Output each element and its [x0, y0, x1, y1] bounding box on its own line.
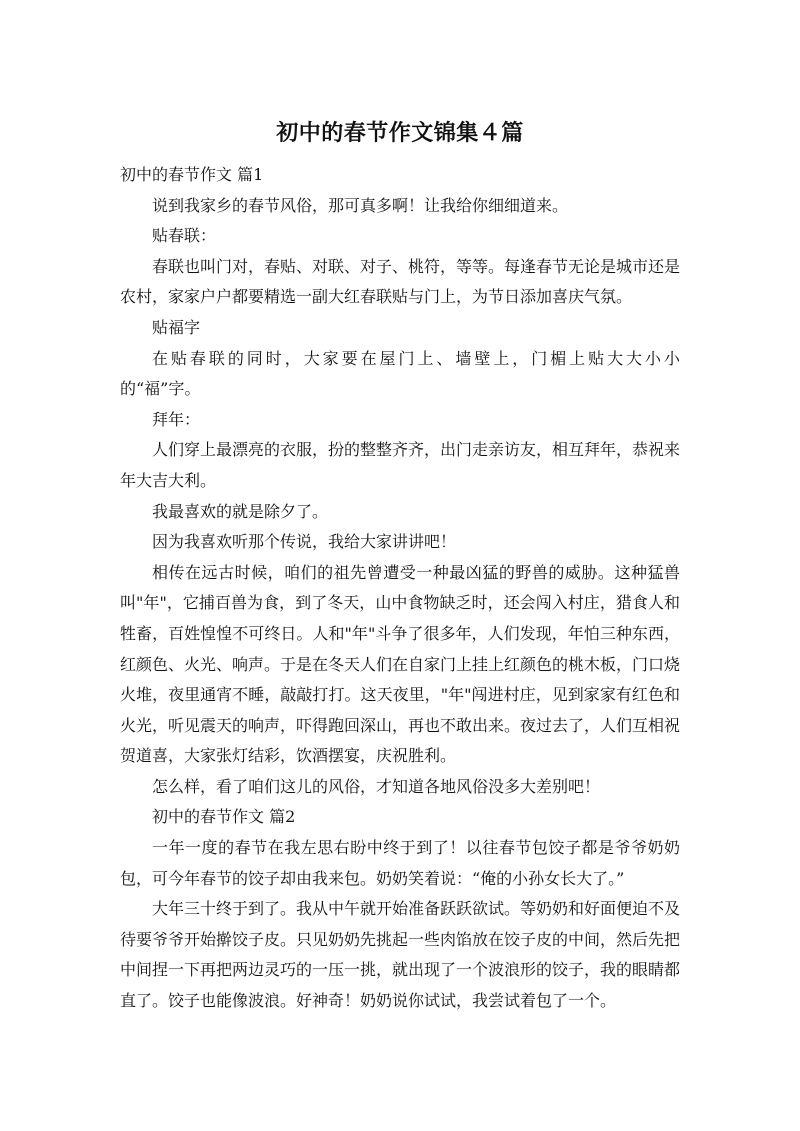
paragraph: 一年一度的春节在我左思右盼中终于到了！以往春节包饺子都是爷爷奶奶包，可今年春节的饺子却由我来包。奶奶笑着说：“俺的小孙女长大了。”	[120, 838, 680, 888]
paragraph: 拜年：	[152, 409, 201, 429]
paragraph: 说到我家乡的春节风俗，那可真多啊！让我给你细细道来。	[152, 195, 569, 215]
paragraph: 相传在远古时候，咱们的祖先曾遭受一种最凶猛的野兽的威胁。这种猛兽叫"年"，它捕百兽为食，到了冬天，山中食物缺乏时，还会闯入村庄，猎食人和牲畜，百姓惶惶不可终日。人和"年"斗争了很多年，人们发现，年怕三种东西，红颜色、火光、响声。于是在冬天人们在自家门上挂上红颜色的桃木板，门口烧火堆，夜里通宵不睡，敲敲打打。这天夜里，"年"闯进村庄，见到家家有红色和火光，听见震天的响声，吓得跑回深山，再也不敢出来。夜过去了，人们互相祝贺道喜，大家张灯结彩，饮酒摆宴，庆祝胜利。	[120, 562, 681, 766]
paragraph: 我最喜欢的就是除夕了。	[152, 501, 329, 521]
paragraph: 初中的春节作文 篇2	[152, 807, 296, 827]
document-body	[120, 160, 680, 1017]
paragraph: 贴春联：	[152, 226, 217, 246]
paragraph: 怎么样，看了咱们这儿的风俗，才知道各地风俗没多大差别吧！	[152, 776, 601, 796]
paragraph: 大年三十终于到了。我从中午就开始准备跃跃欲试。等奶奶和好面便迫不及待要爷爷开始擀饺子皮。只见奶奶先挑起一些肉馅放在饺子皮的中间，然后先把中间捏一下再把两边灵巧的一压一挑，就出现了一个波浪形的饺子，我的眼睛都直了。饺子也能像波浪。好神奇！奶奶说你试试，我尝试着包了一个。	[120, 899, 681, 1011]
paragraph: 在贴春联的同时，大家要在屋门上、墙壁上，门楣上贴大大小小的“福”字。	[120, 348, 680, 399]
paragraph: 因为我喜欢听那个传说，我给大家讲讲吧！	[152, 532, 457, 552]
paragraph: 人们穿上最漂亮的衣服，扮的整整齐齐，出门走亲访友，相互拜年，恭祝来年大吉大利。	[120, 440, 681, 490]
paragraph: 春联也叫门对，春贴、对联、对子、桃符，等等。每逢春节无论是城市还是农村，家家户户都要精选一副大红春联贴与门上，为节日添加喜庆气氛。	[120, 256, 681, 307]
document-title: 初中的春节作文锦集４篇	[276, 121, 524, 146]
section-heading: 初中的春节作文 篇1	[120, 165, 264, 184]
paragraph: 贴福字	[152, 317, 201, 337]
